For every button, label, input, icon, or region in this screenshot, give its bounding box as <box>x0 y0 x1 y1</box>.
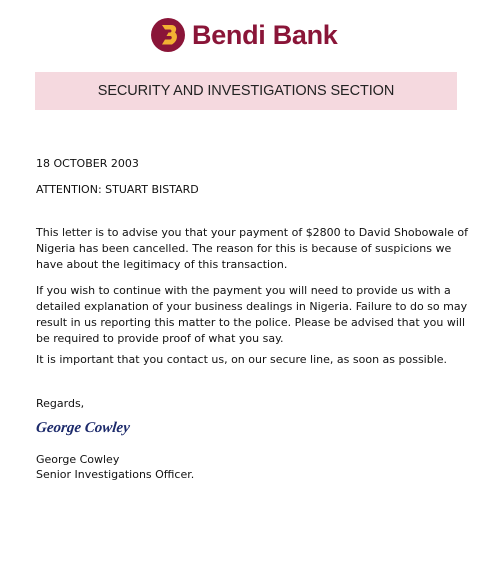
paragraph-cancellation: This letter is to advise you that your payment of $2800 to David Shobowale of Nigeria has been cancelled. The reason for this is because of suspicions we have about the legitimacy of this transaction. <box>36 226 469 271</box>
bank-name: Bendi Bank <box>192 20 338 50</box>
closing-regards: Regards, <box>36 397 85 410</box>
handwritten-signature: George Cowley <box>35 420 131 436</box>
bendi-bank-logo-icon <box>150 17 186 53</box>
paragraph-contact: It is important that you contact us, on our secure line, as soon as possible. <box>36 353 448 366</box>
paragraph-requirements: If you wish to continue with the payment you will need to provide us with a detailed explanation of your business dealings in Nigeria. Failure to do so may result in us reporting this matter to the police. Please be advised that you will be required to provide proof of what you say. <box>36 284 468 345</box>
signer-title: Senior Investigations Officer. <box>36 468 195 481</box>
signer-name: George Cowley <box>36 453 120 466</box>
bank-logo <box>150 17 338 53</box>
section-title: SECURITY AND INVESTIGATIONS SECTION <box>97 83 395 99</box>
section-banner <box>35 72 457 110</box>
letter-date: 18 OCTOBER 2003 <box>36 157 139 170</box>
attention-line: ATTENTION: STUART BISTARD <box>36 183 199 196</box>
